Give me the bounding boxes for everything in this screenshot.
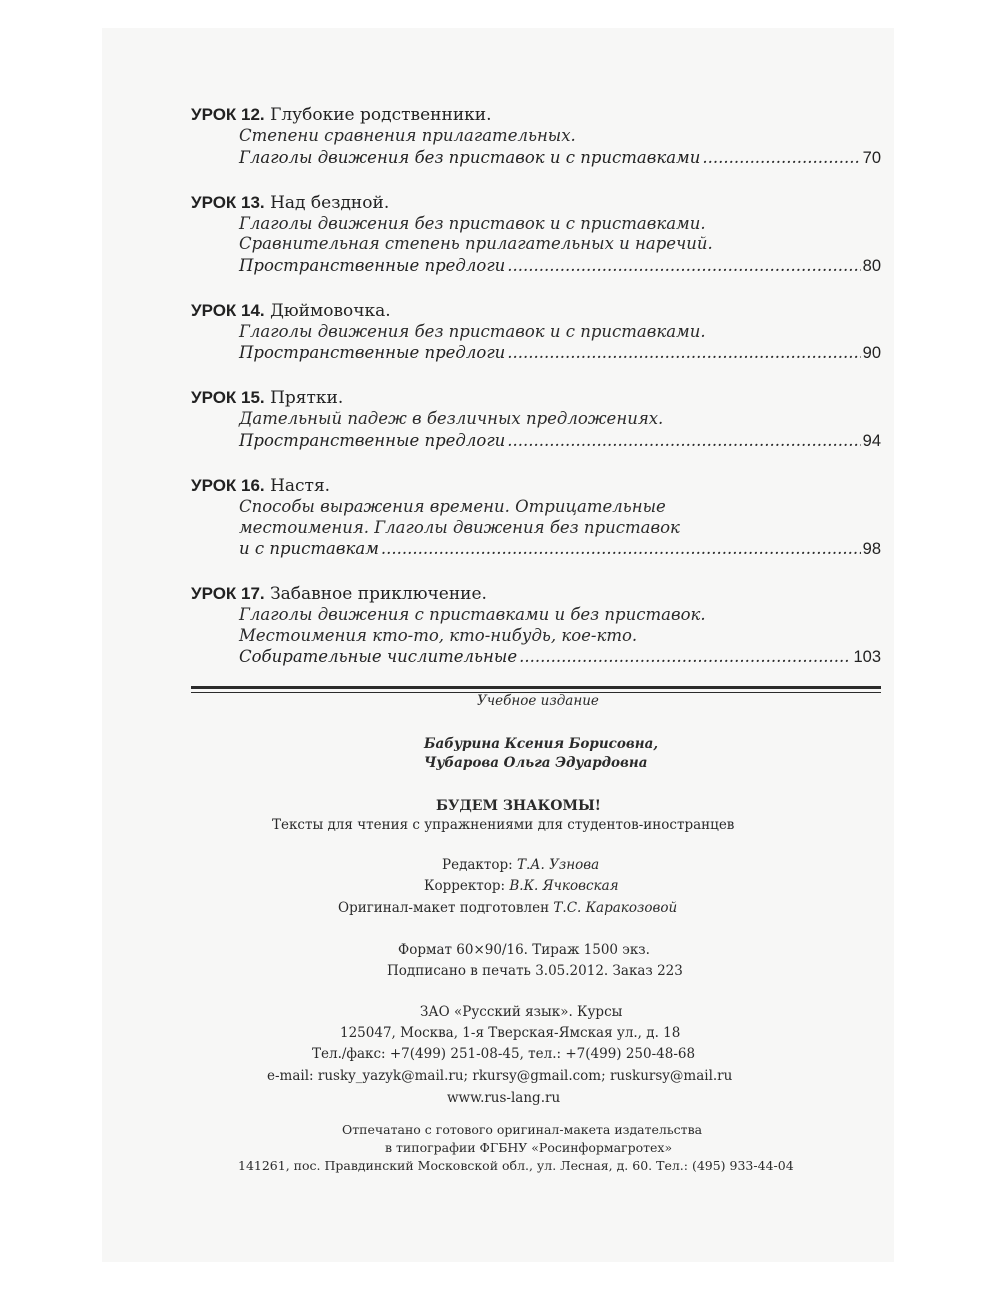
lesson-topic: Местоимения кто-то, кто-нибудь, кое-кто. [239,625,638,645]
toc-lesson-12 [191,104,881,169]
toc-entry-last-line [239,255,881,277]
page-number: 80 [862,256,881,275]
lesson-topic: Способы выражения времени. Отрицательные [239,496,666,516]
toc-lesson-16 [191,475,881,560]
printing-address: 141261, пос. Правдинский Московской обл., ул. Лесная, д. 60. Тел.: (495) 933-44-04 [238,1158,794,1173]
toc-entry-last-line [239,538,881,560]
toc-lesson-14 [191,300,881,365]
author-name: Бабурина Ксения Борисовна, [424,736,659,752]
lesson-topic: Сравнительная степень прилагательных и наречий. [239,234,713,254]
lesson-topic: Глаголы движения без приставок и с приставками [239,147,701,167]
lesson-topic: и с приставкам [239,539,379,559]
dot-leader [507,255,860,276]
lesson-title: Забавное приключение. [270,584,487,605]
printing-house: в типографии ФГБНУ «Росинформагротех» [385,1140,673,1155]
toc-lesson-17 [191,583,881,668]
lesson-topic: Степени сравнения прилагательных. [239,126,576,145]
publisher-emails: e-mail: rusky_yazyk@mail.ru; rkursy@gmail.com; ruskursy@mail.ru [267,1068,733,1084]
page-number: 98 [862,540,881,559]
dot-leader [507,430,860,451]
lesson-topic: Глаголы движения с приставками и без приставок. [239,605,706,625]
table-of-contents [191,104,881,691]
toc-entry-last-line [239,342,881,364]
lesson-topic: местоимения. Глаголы движения без приставок [239,517,680,537]
toc-entry-last-line [239,147,881,169]
corrector-name: В.К. Ячковская [509,878,619,894]
lesson-number: УРОК 13. [191,192,265,212]
lesson-title: Дюймовочка. [270,300,391,321]
dot-leader [507,342,860,363]
page-number: 94 [862,431,881,450]
lesson-topic: Пространственные предлоги [239,343,506,363]
editor-label: Редактор: [442,857,513,873]
lesson-number: УРОК 14. [191,300,265,320]
dot-leader [702,147,860,168]
layout-name: Т.С. Каракозовой [553,900,678,916]
page-number: 103 [853,648,881,667]
edition-type: Учебное издание [477,693,599,709]
book-title: БУДЕМ ЗНАКОМЫ! [436,798,601,814]
lesson-number: УРОК 16. [191,475,265,495]
lesson-number: УРОК 15. [191,388,265,408]
format-info: Формат 60×90/16. Тираж 1500 экз. [398,942,650,958]
lesson-topic: Глаголы движения без приставок и с приставками. [239,321,706,341]
publisher-name: ЗАО «Русский язык». Курсы [420,1004,623,1020]
page-number: 90 [862,344,881,363]
lesson-title: Прятки. [270,388,344,409]
corrector-label: Корректор: [424,878,506,894]
editor-credit [442,857,599,873]
lesson-title: Над бездной. [270,192,390,213]
author-name: Чубарова Ольга Эдуардовна [424,755,648,771]
lesson-topic: Дательный падеж в безличных предложениях. [239,409,664,429]
print-signed-info: Подписано в печать 3.05.2012. Заказ 223 [387,963,683,979]
book-page [102,28,894,1262]
publisher-address: 125047, Москва, 1-я Тверская-Ямская ул., д. 18 [340,1025,681,1041]
lesson-title: Настя. [270,475,331,496]
lesson-title: Глубокие родственники. [270,105,492,125]
lesson-topic: Собирательные числительные [239,647,518,667]
corrector-credit [424,878,619,894]
book-subtitle: Тексты для чтения с упражнениями для студентов-иностранцев [272,817,735,833]
toc-lesson-15 [191,387,881,452]
publisher-website: www.rus-lang.ru [447,1090,561,1106]
printing-note: Отпечатано с готового оригинал-макета издательства [342,1122,703,1137]
toc-entry-last-line [239,646,881,668]
toc-lesson-13 [191,192,881,277]
lesson-number: УРОК 17. [191,584,265,604]
lesson-topic: Глаголы движения без приставок и с приставками. [239,213,706,233]
layout-credit [338,900,677,916]
editor-name: Т.А. Узнова [516,857,600,873]
dot-leader [519,646,851,667]
toc-entry-last-line [239,430,881,452]
lesson-topic: Пространственные предлоги [239,430,506,450]
lesson-number: УРОК 12. [191,105,265,124]
divider-thick [191,686,881,689]
publisher-phones: Тел./факс: +7(499) 251-08-45, тел.: +7(499) 250-48-68 [312,1046,696,1062]
lesson-topic: Пространственные предлоги [239,255,506,275]
page-number: 70 [862,148,881,167]
dot-leader [381,538,861,559]
layout-label: Оригинал-макет подготовлен [338,900,550,916]
